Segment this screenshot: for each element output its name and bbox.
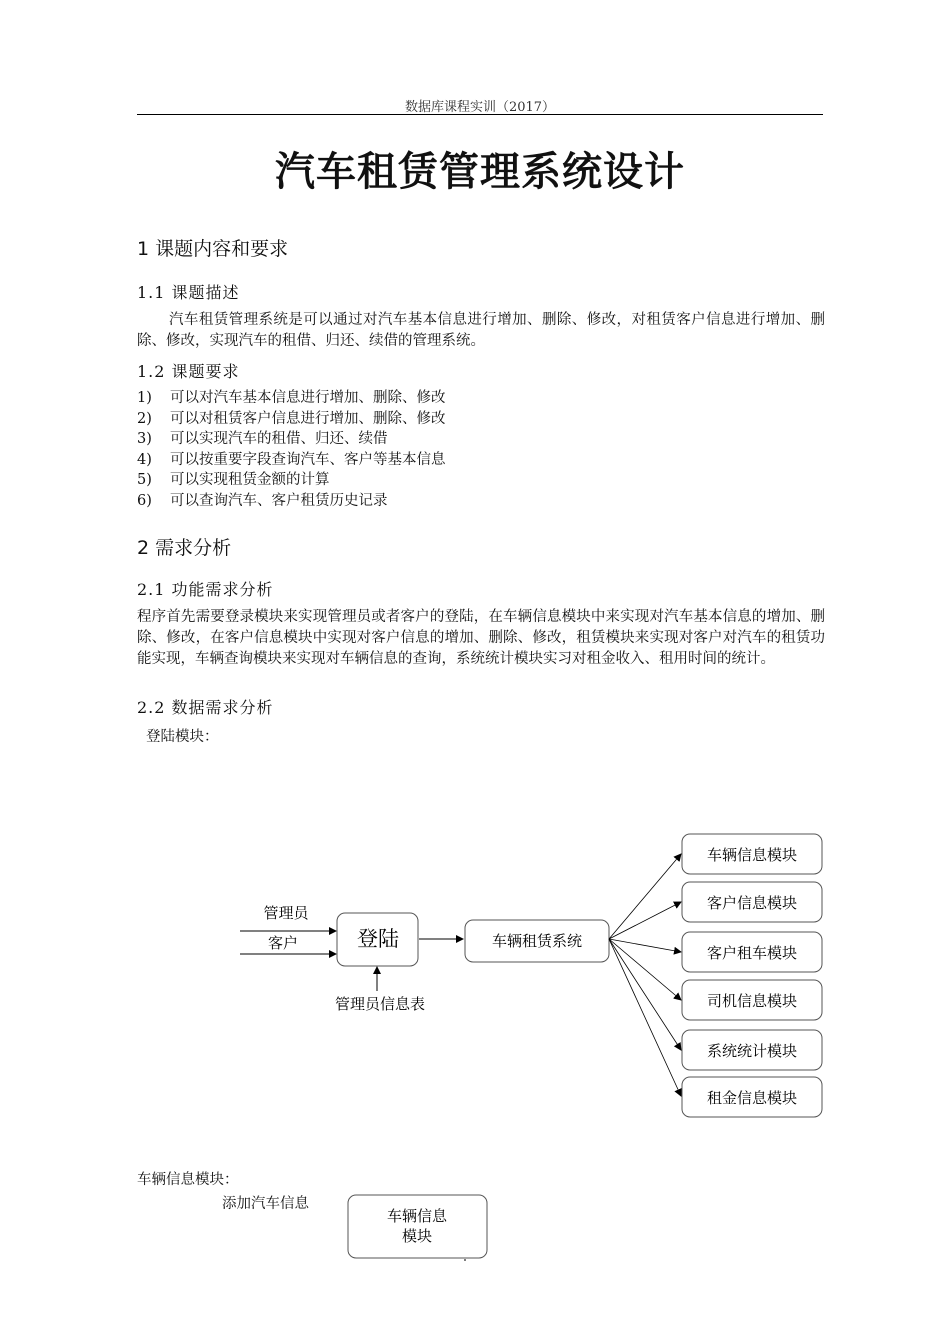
list-text: 可以按重要字段查询汽车、客户等基本信息	[170, 451, 446, 468]
list-text: 可以对汽车基本信息进行增加、删除、修改	[170, 390, 446, 406]
arrow-to-module-6	[609, 939, 681, 1096]
customer-label: 客户	[267, 934, 299, 952]
list-number: 4)	[137, 451, 152, 468]
section-2-1-heading: 2.1 功能需求分析	[137, 580, 274, 599]
list-number: 3)	[137, 431, 152, 448]
arrow-to-module-2	[609, 902, 681, 939]
module-label-statistics: 系统统计模块	[706, 1042, 798, 1060]
module-label-rent: 租金信息模块	[706, 1089, 798, 1107]
login-module-caption: 登陆模块：	[146, 729, 219, 745]
module-label-vehicle: 车辆信息模块	[706, 846, 798, 864]
vehicle-info-line1: 车辆信息	[386, 1207, 448, 1225]
module-label-driver: 司机信息模块	[706, 992, 798, 1010]
section-2-1-body: 程序首先需要登录模块来实现管理员或者客户的登陆，在车辆信息模块中来实现对汽车基本信息的增加、删除、修改，在客户信息模块中实现对客户信息的增加、删除、修改，租赁模块来实现对客户对汽车的租赁功能实现，车辆查询模块来实现对车辆信息的查询，系统统计模块实习对租金收入、租用时间的统计。	[137, 609, 825, 667]
admin-label: 管理员	[263, 904, 309, 922]
arrow-to-module-4	[609, 939, 681, 1000]
vehicle-info-line2: 模块	[401, 1227, 433, 1245]
list-number: 1)	[137, 390, 152, 406]
module-label-customer: 客户信息模块	[706, 894, 798, 912]
list-text: 可以查询汽车、客户租赁历史记录	[170, 492, 388, 509]
arrow-to-module-1	[609, 854, 681, 939]
section-1-1-heading: 1.1 课题描述	[137, 283, 240, 302]
arrow-to-module-3	[609, 939, 681, 952]
arrow-to-module-5	[609, 939, 681, 1050]
add-vehicle-label: 添加汽车信息	[222, 1196, 309, 1212]
list-number: 5)	[137, 472, 152, 489]
rental-system-label: 车辆租赁系统	[491, 932, 583, 950]
vehicle-module-caption: 车辆信息模块：	[137, 1172, 239, 1188]
section-1-2-heading: 1.2 课题要求	[137, 362, 240, 381]
admin-table-label: 管理员信息表	[334, 995, 426, 1013]
section-1-1-body: 汽车租赁管理系统是可以通过对汽车基本信息进行增加、删除、修改，对租赁客户信息进行增加、删除、修改，实现汽车的租借、归还、续借的管理系统。	[137, 312, 825, 349]
list-text: 可以对租赁客户信息进行增加、删除、修改	[170, 410, 446, 427]
document-title: 汽车租赁管理系统设计	[275, 148, 685, 195]
module-label-rental: 客户租车模块	[706, 944, 798, 962]
section-1-heading: 1 课题内容和要求	[137, 238, 289, 260]
list-number: 6)	[137, 492, 152, 509]
vehicle-box-dot	[464, 1259, 466, 1261]
running-header: 数据库课程实训（2017）	[404, 100, 556, 115]
list-text: 可以实现汽车的租借、归还、续借	[170, 431, 388, 448]
section-2-2-heading: 2.2 数据需求分析	[137, 698, 274, 717]
list-number: 2)	[137, 410, 152, 427]
section-2-heading: 2 需求分析	[137, 537, 232, 559]
list-text: 可以实现租赁金额的计算	[170, 472, 330, 489]
login-label: 登陆	[357, 927, 399, 951]
